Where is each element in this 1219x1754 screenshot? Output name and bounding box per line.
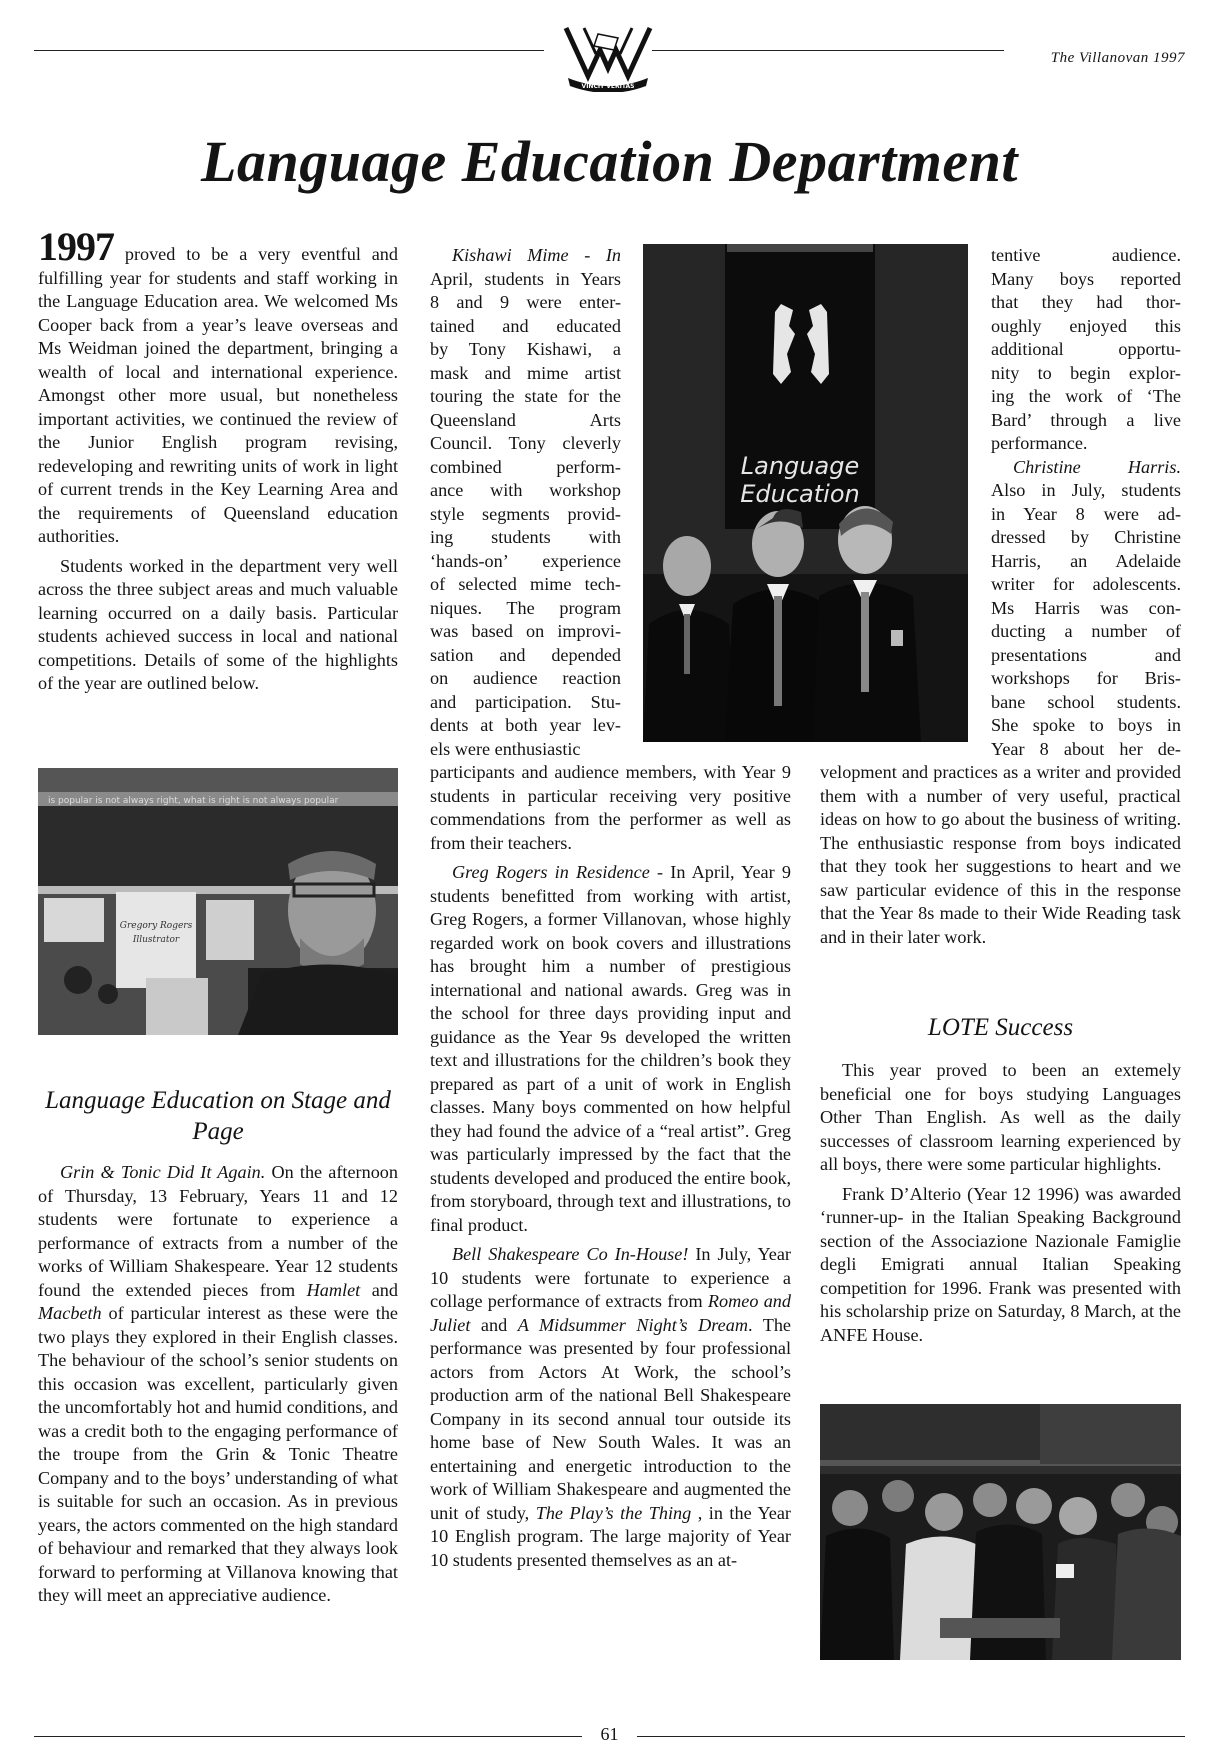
christine-harris-heading: Christine Harris. (1013, 456, 1181, 477)
page-title: Language Education Department (201, 129, 1018, 194)
intro-paragraph-1: 1997 proved to be a very eventful and fulfilling year for students and staff working in the Language Education area. We welcomed Ms Cooper back from a year’s leave overseas and Ms Weidman joined the department, bringing a wealth of local and international experience. Amongst other more usual, but nonetheless important activities, we continued the review of the Junior English program revising, redeveloping and rewriting units of work in light of current trends in the Key Learning Area and the requirements of Queensland education authorities. (38, 224, 398, 546)
school-crest-logo (560, 20, 656, 92)
grin-tonic-heading: Grin & Tonic Did It Again. (60, 1162, 266, 1182)
logo-motto: VINCIT VERITAS (581, 83, 635, 90)
photo-language-education-banner (643, 244, 968, 742)
photo-lote-classroom (820, 1404, 1181, 1660)
lote-paragraph-2: Frank D’Alterio (Year 12 1996) was awarded ‘runner-up- in the Italian Speaking Background section of the Associazione Nazionale Famiglie degli Emigrati annual Italian Speaking competition for 1996. Frank was presented with his scholarship prize on Saturday, 8 March, at the ANFE House. (820, 1183, 1181, 1345)
photo-banner-line1: Language (740, 452, 860, 480)
intro-column (38, 224, 398, 702)
christine-harris-continued: velopment and practices as a writer and provided them with a number of very useful, practical ideas on how to go about the business of writing. The enthusiastic response from boys indicated that they took her suggestions to heart and we saw particular evidence of this in the response that the Year 8s made to their Wide Reading task and in their later work. (820, 762, 1181, 947)
kishawi-article: Kishawi Mime - In April, students in Years 8 and 9 were enter- tained and educated by Tony Kishawi, a mask and mime artist touring the state for the Queensland Arts Council. Tony cleverly combined perform- ance with workshop style segments provid- ing students with ‘hands-on’ experience of selected mime tech- niques. The program was based on improvi- sation and depended on audience reaction and participation. Stu- dents at both year lev- els were enthusiastic (430, 245, 621, 759)
header-rule-right (652, 50, 1004, 51)
kishawi-line: Kishawi Mime - In (452, 245, 621, 265)
grin-tonic-article (38, 1161, 398, 1614)
greg-rogers-heading: Greg Rogers in Residence (452, 862, 650, 882)
intro-paragraph-2: Students worked in the department very well across the three subject areas and much valuable learning occurred on a daily basis. Particular students achieved success in local and national competitions. Details of some of the highlights of the year are outlined below. (38, 555, 398, 693)
bell-shakespeare-article: Bell Shakespeare Co In-House! In July, Year 10 students were fortunate to experience a collage performance of extracts from Romeo and Juliet and A Midsummer Night’s Dream. The performance was presented by four professional actors from Actors At Work, the school’s production arm of the national Bell Shakespeare Company in its second annual tour outside its home base of New South Wales. It was an entertaining and energetic introduction to the work of William Shakespeare and augmented the unit of study, The Play’s the Thing , in the Year 10 English program. The large majority of Year 10 students presented themselves as an at- (430, 1244, 791, 1570)
right-column-narrow: tentive audience. Many boys reported that they had thor- oughly enjoyed this additional opportu- nity to begin explor- ing the work of ‘The Bard’ through a live performance. Christine Harris. Also in July, students in Year 8 were ad- dressed by Christine Harris, an Adelaide writer for adolescents. Ms Harris was con- ducting a number of presentations and workshops for Bris- bane school students. She spoke to boys in Year 8 about her de- (991, 245, 1181, 759)
kishawi-continued: participants and audience members, with Year 9 students in particular receiving very positive commendations from the performer as well as from their teachers. (430, 762, 791, 853)
middle-column-continued (430, 761, 791, 1578)
section-title-lote-success: LOTE Success (927, 1014, 1074, 1041)
intro-year: 1997 (38, 224, 114, 269)
bell-shakespeare-heading: Bell Shakespeare Co In-House! (452, 1244, 689, 1264)
grin-tonic-paragraph: Grin & Tonic Did It Again. On the afternoon of Thursday, 13 February, Years 11 and 12 students were fortunate to experience a performance of extracts from a number of the works of William Shakespeare. Year 12 students found the extended pieces from Hamlet and Macbeth of particular interest as these were the two plays they explored in their English classes. The behaviour of the school’s senior students on this occasion was excellent, particularly given the uncomfortably hot and humid conditions, and was a credit both to the engaging performance of the troupe from the Grin & Tonic Theatre Company and to the boys’ understanding of what is suitable for such an occasion. As in previous years, the actors commented on the high standard of behaviour and remarked that they always look forward to performing at Villanova knowing that they will meet an appreciative audience. (38, 1162, 398, 1605)
greg-rogers-article: Greg Rogers in Residence - In April, Year 9 students benefitted from working with artist, Greg Rogers, a former Villanovan, whose highly regarded work on book covers and illustrations has brought him a number of prestigious international and national awards. Greg was in the school for three days providing input and guidance as the Year 9s developed the written text and illustrations for the children’s book they prepared as part of a unit of work in English classes. Many boys commented on how helpful they had found the advice of a “real artist”. Greg was particularly impressed by the fact that the students developed and produced the entire book, from storyboard, through text and illustrations, to final product. (430, 862, 791, 1235)
photo-banner-text: is popular is not always right, what is right is not always popular (48, 796, 339, 806)
photo-greg-rogers (38, 768, 398, 1035)
header-rule-left (34, 50, 544, 51)
page-number: 61 (600, 1724, 619, 1744)
section-title-stage-and-page: Language Education on Stage and Page (45, 1087, 391, 1145)
lote-paragraph-1: This year proved to been an extemely beneficial one for boys studying Languages Other Than English. As well as the daily successes of classroom learning experienced by all boys, there were some particular highlights. (820, 1060, 1181, 1174)
photo-sign-name: Gregory Rogers (119, 921, 193, 931)
photo-banner-line2: Education (740, 480, 860, 508)
running-head: The Villanovan 1997 (1050, 50, 1185, 66)
photo-sign-role: Illustrator (132, 935, 180, 945)
lote-article (820, 1059, 1181, 1353)
